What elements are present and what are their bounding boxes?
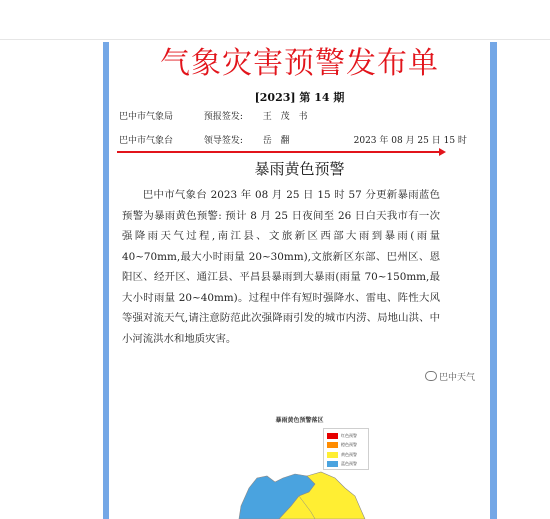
legend-item	[327, 441, 365, 451]
meta-signer: 岳 翻	[262, 136, 293, 146]
warning-heading: 暴雨黄色预警	[254, 160, 345, 178]
warning-document	[109, 42, 490, 519]
legend-swatch	[327, 442, 338, 448]
meta-signer: 王 茂 书	[262, 112, 311, 122]
meta-row-leader	[119, 135, 467, 147]
legend-label: 蓝色预警	[341, 461, 357, 467]
wechat-icon	[425, 371, 437, 381]
document-title: 气象灾害预警发布单	[160, 46, 439, 81]
legend-label: 黄色预警	[341, 451, 357, 457]
page-top-divider	[0, 39, 550, 40]
legend-swatch	[327, 433, 338, 439]
legend-swatch	[327, 461, 338, 467]
legend-swatch	[327, 452, 338, 458]
red-divider-line	[117, 151, 441, 153]
legend-label: 橙色预警	[341, 442, 357, 448]
warning-area-map	[179, 426, 439, 519]
meta-org: 巴中市气象台	[119, 136, 174, 146]
legend-label: 红色预警	[341, 432, 357, 438]
frame-border-right	[490, 42, 497, 519]
meta-role: 预报签发:	[203, 112, 243, 122]
map-title: 暴雨黄色预警落区	[275, 417, 324, 424]
meta-role: 领导签发:	[203, 136, 243, 146]
issue-date: 2023 年 08 月 25 日 15 时	[353, 136, 467, 146]
legend-item	[327, 431, 365, 441]
watermark	[425, 370, 475, 383]
map-legend	[323, 428, 369, 470]
meta-org: 巴中市气象局	[119, 112, 174, 122]
red-divider-arrow	[439, 148, 446, 156]
watermark-label: 巴中天气	[439, 373, 476, 383]
legend-item	[327, 460, 365, 470]
warning-body-text: 巴中市气象台 2023 年 08 月 25 日 15 时 57 分更新暴雨蓝色预警为暴雨黄色预警: 预计 8 月 25 日夜间至 26 日白天我市有一次强降雨天气过程,南江县、文旅新区西部大雨到暴雨(雨量 40~70mm,最大小时雨量 20~30mm),文旅新区东部、巴州区、恩阳区、经开区、通江县、平昌县暴雨到大暴雨(雨量 70~150mm,最大小时雨量 20~40mm)。过程中伴有短时强降水、雷电、阵性大风等强对流天气,请注意防范此次强降雨引发的城市内涝、局地山洪、中小河流洪水和地质灾害。	[122, 189, 440, 345]
meta-row-forecast	[119, 111, 323, 123]
legend-item	[327, 450, 365, 460]
issue-number: [2023] 第 14 期	[254, 91, 345, 104]
